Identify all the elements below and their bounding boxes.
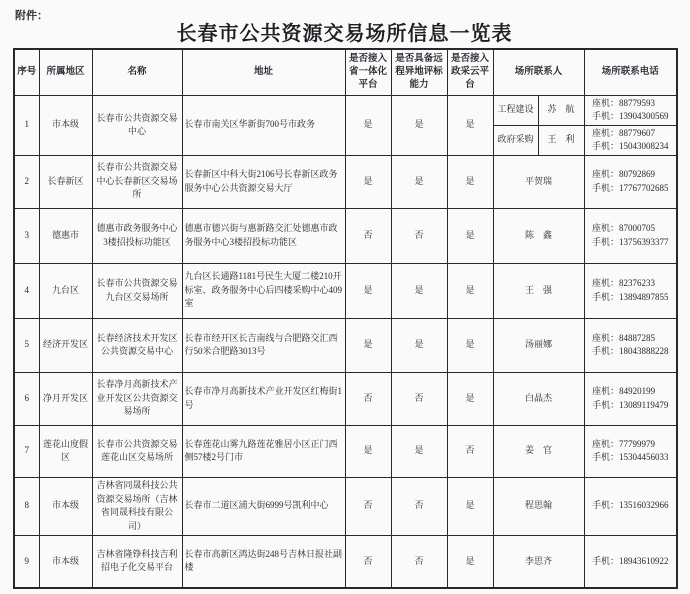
cell-zcy-platform: 是 [447, 95, 493, 155]
cell-address: 长春市南关区华新街700号市政务 [182, 95, 345, 155]
cell-region: 经济开发区 [39, 318, 92, 372]
cell-provincial-platform: 是 [345, 95, 391, 155]
header-remote-bid: 是否具备远程异地评标能力 [391, 49, 447, 95]
cell-contact-person: 苏 航 [538, 95, 584, 125]
cell-zcy-platform: 否 [447, 425, 493, 477]
cell-no: 4 [14, 263, 39, 318]
cell-region: 市本级 [39, 535, 92, 588]
cell-provincial-platform: 否 [345, 208, 391, 263]
phone-line: 座机：80792869 [592, 169, 656, 179]
cell-contact: 平贺瑞 [493, 155, 584, 208]
table-row [14, 208, 677, 263]
cell-region: 市本级 [39, 95, 92, 155]
cell-address: 长春市二道区浦大街6999号凯利中心 [182, 477, 345, 535]
cell-region: 九台区 [39, 263, 92, 318]
phone-line: 手机：18043888228 [592, 346, 669, 356]
cell-no: 8 [14, 477, 39, 535]
cell-contact: 姜 官 [493, 425, 584, 477]
cell-contact: 陈 鑫 [493, 208, 584, 263]
page-title: 长春市公共资源交易场所信息一览表 [176, 23, 513, 45]
header-row [14, 49, 677, 95]
header-region: 所属地区 [39, 49, 92, 95]
cell-provincial-platform: 是 [345, 425, 391, 477]
cell-no: 5 [14, 318, 39, 372]
cell-region: 莲花山度假区 [39, 425, 92, 477]
cell-name: 德惠市政务服务中心3楼招投标功能区 [92, 208, 182, 263]
cell-contact: 白晶杰 [493, 372, 584, 425]
cell-name: 吉林省同晟科技公共资源交易场所（吉林省同晟科技有限公司） [92, 477, 182, 535]
cell-name: 长春市公共资源交易中心 [92, 95, 182, 155]
header-provincial-platform: 是否接入省一体化平台 [345, 49, 391, 95]
cell-name: 长春经济技术开发区公共资源交易中心 [92, 318, 182, 372]
cell-region: 长春新区 [39, 155, 92, 208]
cell-name: 长春净月高新技术产业开发区公共资源交易场所 [92, 372, 182, 425]
header-no: 序号 [14, 49, 39, 95]
cell-provincial-platform: 是 [345, 263, 391, 318]
table-row [14, 263, 677, 318]
phone-line: 手机：13516032966 [592, 500, 669, 511]
cell-remote-bid: 是 [391, 95, 447, 155]
cell-name: 长春市公共资源交易九台区交易场所 [92, 263, 182, 318]
cell-name: 吉林省隆铮科技吉利招电子化交易平台 [92, 535, 182, 588]
cell-remote-bid: 是 [391, 263, 447, 318]
phone-line: 手机：18943610922 [592, 555, 669, 566]
cell-address: 长春市经开区长吉南线与合肥路交汇西行50米合肥路3013号 [182, 318, 345, 372]
cell-provincial-platform: 否 [345, 372, 391, 425]
table-row [14, 155, 677, 208]
phone-line: 手机：13756393377 [592, 236, 669, 247]
cell-phone [584, 155, 677, 208]
table-row [14, 477, 677, 535]
cell-no: 9 [14, 535, 39, 588]
phone-line: 座机：82376233 [592, 278, 656, 288]
cell-provincial-platform: 否 [345, 477, 391, 535]
cell-name: 长春市公共资源交易莲花山区交易场所 [92, 425, 182, 477]
cell-provincial-platform: 否 [345, 535, 391, 588]
cell-phone [584, 535, 677, 588]
cell-zcy-platform: 是 [447, 263, 493, 318]
cell-phone [584, 208, 677, 263]
cell-zcy-platform: 是 [447, 318, 493, 372]
cell-address: 长春莲花山雾九路莲花雅居小区正门西侧57楼2号门市 [182, 425, 345, 477]
cell-contact-category: 政府采购 [493, 125, 538, 155]
cell-remote-bid: 否 [391, 477, 447, 535]
phone-line: 座机：84920199 [592, 386, 656, 396]
cell-zcy-platform: 是 [447, 155, 493, 208]
cell-zcy-platform: 是 [447, 535, 493, 588]
table-row [14, 95, 677, 125]
phone-line: 座机：77799979 [592, 438, 656, 449]
cell-phone [584, 125, 677, 155]
cell-remote-bid: 是 [391, 318, 447, 372]
header-contact: 场所联系人 [493, 49, 584, 95]
cell-remote-bid: 是 [391, 155, 447, 208]
cell-phone [584, 477, 677, 535]
phone-line: 座机：84887285 [592, 332, 656, 343]
info-table [13, 48, 678, 589]
phone-line: 手机：13904300569 [592, 111, 669, 121]
cell-address: 九台区长通路1181号民生大厦二楼210开标室、政务服务中心后四楼采购中心409室 [182, 263, 345, 318]
cell-provincial-platform: 是 [345, 155, 391, 208]
cell-phone [584, 263, 677, 318]
cell-contact: 李思齐 [493, 535, 584, 588]
cell-remote-bid: 否 [391, 535, 447, 588]
cell-contact-person: 王 利 [538, 125, 584, 155]
cell-address: 长春市净月高新技术产业开发区红梅街1号 [182, 372, 345, 425]
cell-phone [584, 318, 677, 372]
cell-phone [584, 95, 677, 125]
table-row [14, 318, 677, 372]
cell-phone [584, 372, 677, 425]
cell-zcy-platform: 是 [447, 477, 493, 535]
phone-line: 座机：88779607 [592, 127, 656, 138]
cell-address: 长春市高新区鸿达街248号吉林日报社副楼 [182, 535, 345, 588]
cell-zcy-platform: 是 [447, 208, 493, 263]
phone-line: 手机：17767702685 [592, 182, 669, 193]
cell-contact: 王 强 [493, 263, 584, 318]
header-name: 名称 [92, 49, 182, 95]
table-row [14, 372, 677, 425]
cell-region: 净月开发区 [39, 372, 92, 425]
header-address: 地址 [182, 49, 345, 95]
cell-address: 长春新区中科大街2106号长春新区政务服务中心公共资源交易大厅 [182, 155, 345, 208]
cell-remote-bid: 是 [391, 425, 447, 477]
phone-line: 手机：15043008234 [592, 141, 669, 151]
header-phone: 场所联系电话 [584, 49, 677, 95]
cell-region: 市本级 [39, 477, 92, 535]
cell-remote-bid: 否 [391, 372, 447, 425]
cell-phone [584, 425, 677, 477]
cell-contact: 汤丽娜 [493, 318, 584, 372]
cell-no: 2 [14, 155, 39, 208]
cell-remote-bid: 否 [391, 208, 447, 263]
table-row [14, 425, 677, 477]
table-row [14, 535, 677, 588]
cell-contact: 程思翰 [493, 477, 584, 535]
phone-line: 手机：15304456033 [592, 452, 669, 462]
header-zcy-platform: 是否接入政采云平台 [447, 49, 493, 95]
cell-no: 6 [14, 372, 39, 425]
cell-no: 3 [14, 208, 39, 263]
cell-name: 长春市公共资源交易中心长春新区交易场所 [92, 155, 182, 208]
cell-provincial-platform: 是 [345, 318, 391, 372]
cell-no: 1 [14, 95, 39, 155]
phone-line: 手机：13089119479 [592, 399, 669, 410]
cell-contact-category: 工程建设 [493, 95, 538, 125]
phone-line: 座机：87000705 [592, 223, 656, 233]
attachment-label: 附件： [15, 10, 48, 22]
cell-zcy-platform: 是 [447, 372, 493, 425]
cell-address: 德惠市德兴街与惠新路交汇处德惠市政务服务中心3楼招投标功能区 [182, 208, 345, 263]
cell-region: 德惠市 [39, 208, 92, 263]
cell-no: 7 [14, 425, 39, 477]
phone-line: 座机：88779593 [592, 97, 656, 108]
phone-line: 手机：13894897855 [592, 291, 669, 302]
